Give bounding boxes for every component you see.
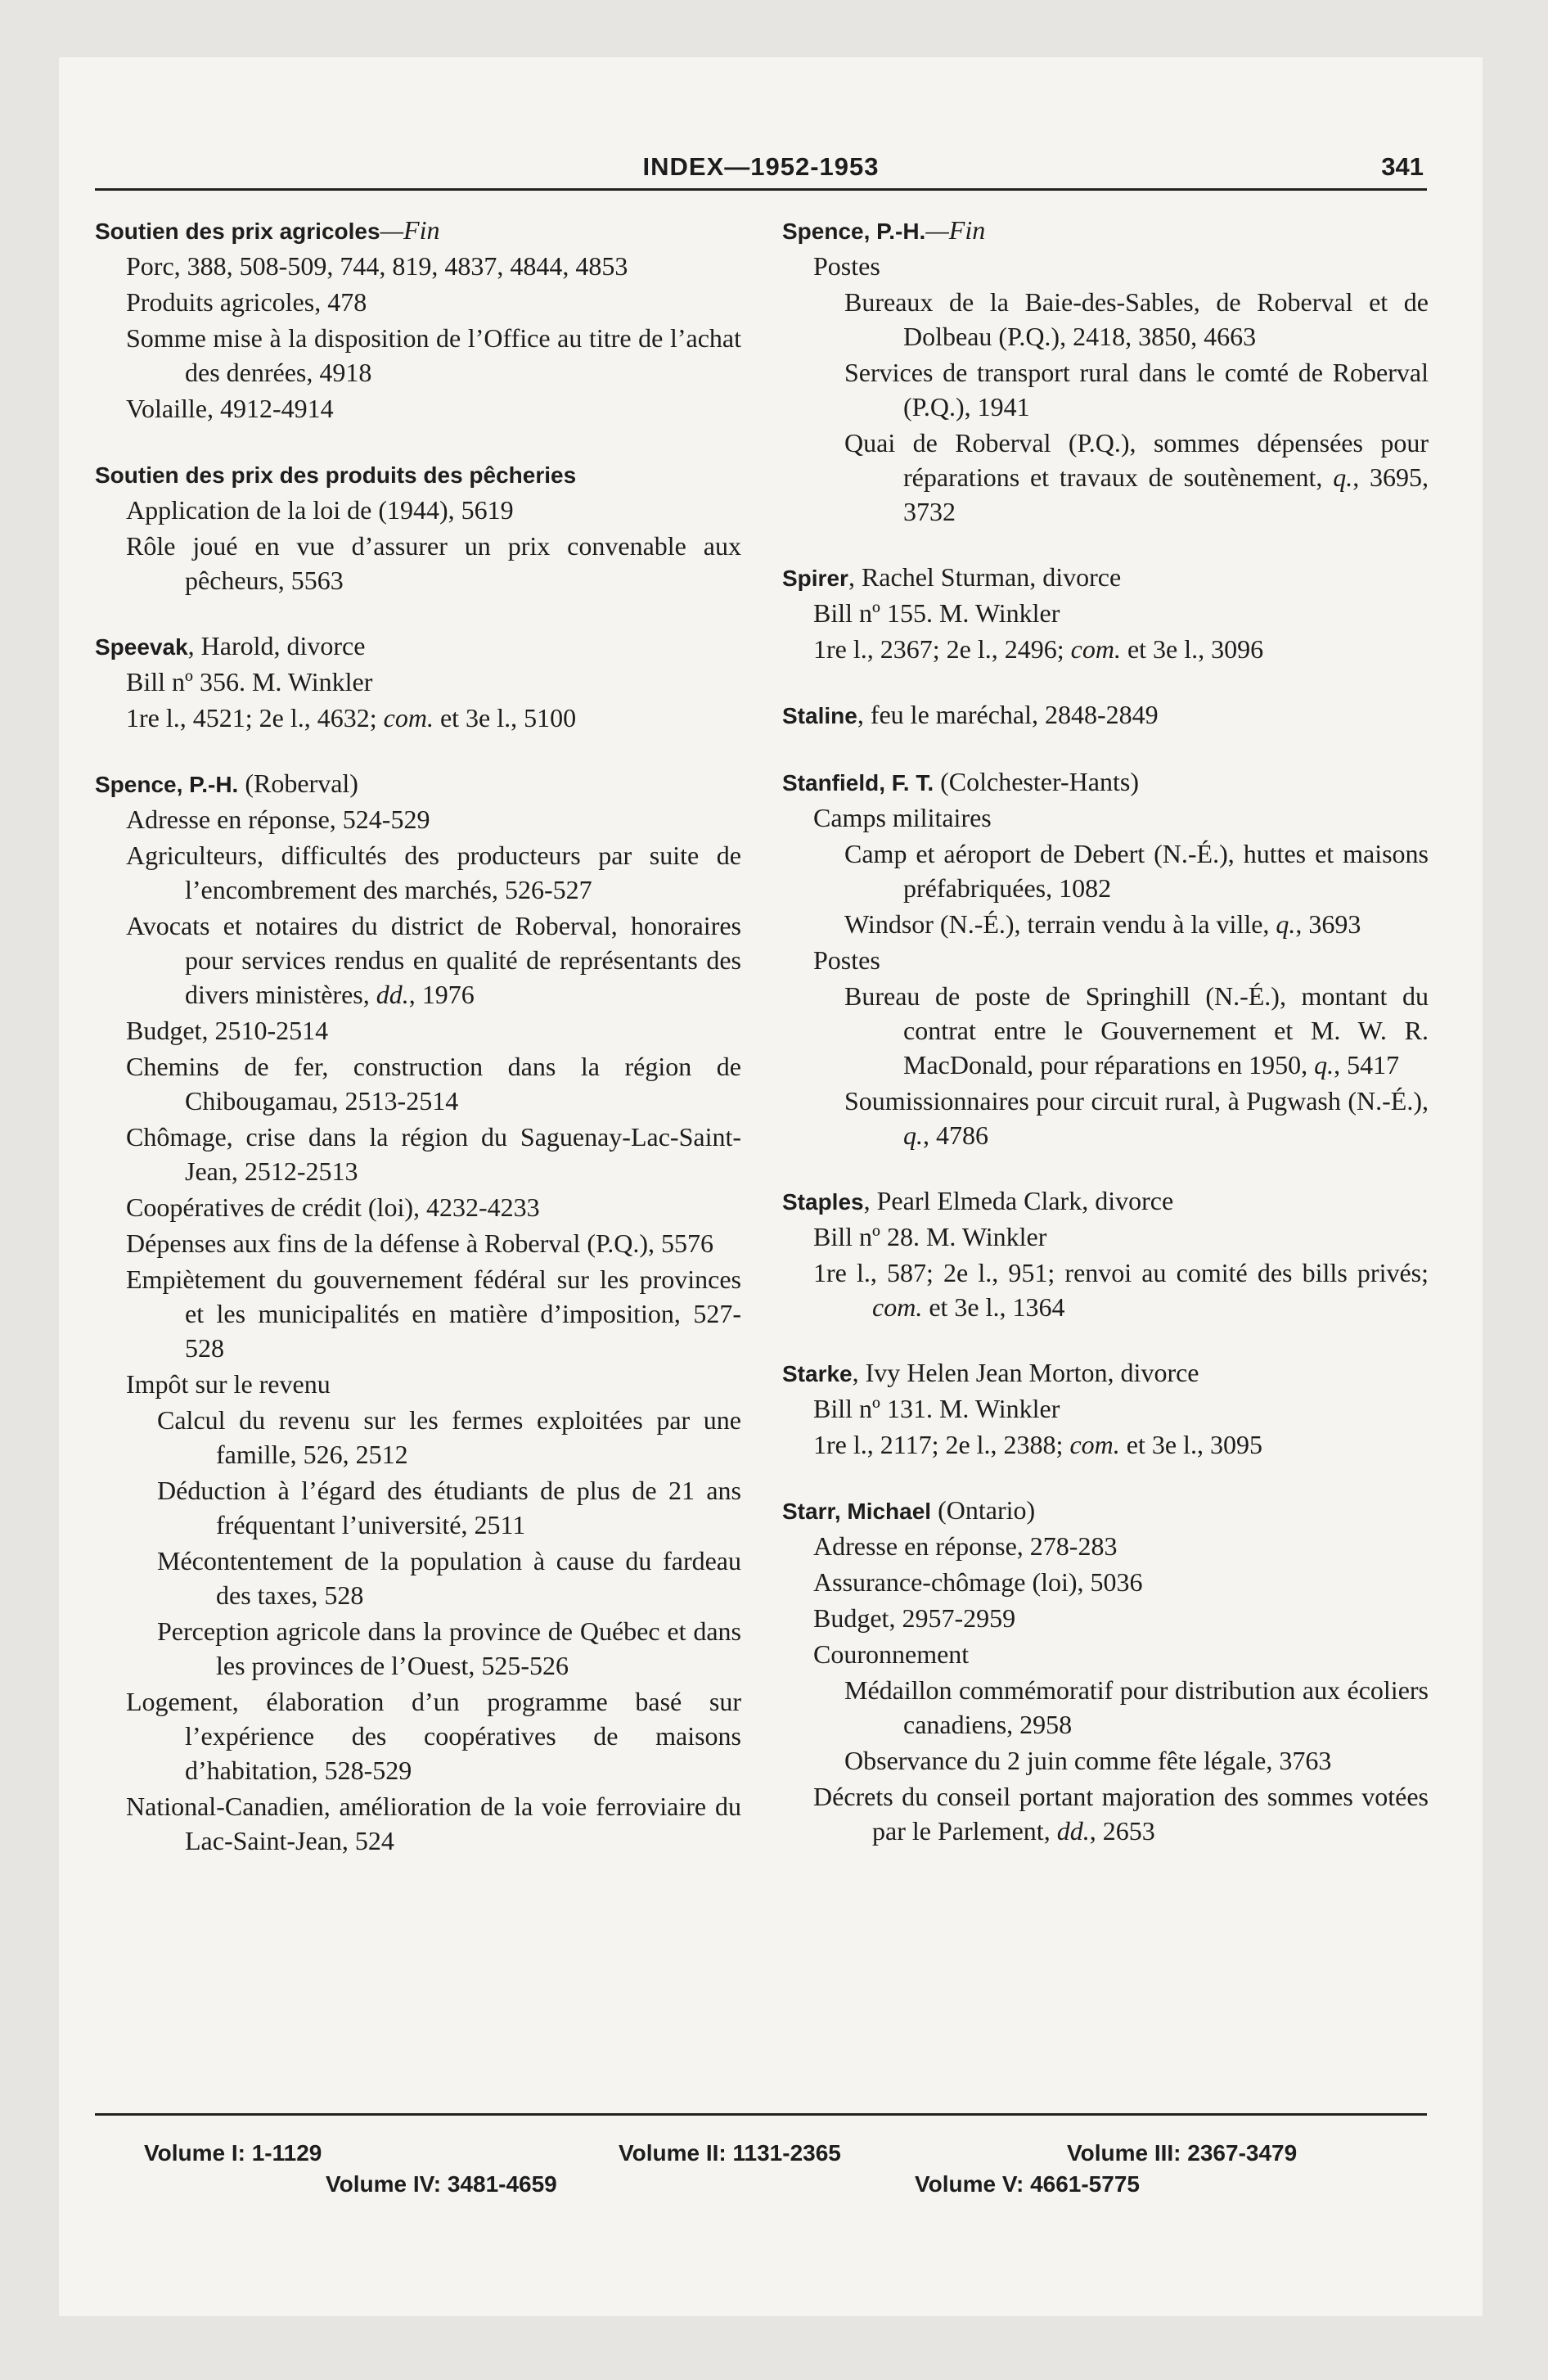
index-subentry: Déduction à l’égard des étudiants de plus de 21 ans fréquentant l’université, 2511: [157, 1476, 741, 1539]
index-entry: Adresse en réponse, 524-529: [126, 805, 430, 834]
index-entry: Volaille, 4912-4914: [126, 394, 334, 423]
index-subentry: Bureau de poste de Springhill (N.-É.), montant du contrat entre le Gouvernement et M. W. R. MacDonald, pour réparations en 1950, q., 5417: [844, 981, 1429, 1080]
footer-volume-4: Volume IV: 3481-4659: [326, 2171, 557, 2197]
index-subentry: Perception agricole dans la province de Québec et dans les provinces de l’Ouest, 525-526: [157, 1616, 741, 1680]
headword-name: Spirer: [782, 566, 848, 591]
index-entry: Couronnement: [813, 1639, 970, 1669]
index-headword: [782, 1355, 1429, 1391]
footer-volume-3: Volume III: 2367-3479: [1067, 2140, 1298, 2166]
index-entry: 1re l., 587; 2e l., 951; renvoi au comité des bills privés; com. et 3e l., 1364: [813, 1258, 1429, 1322]
index-entry: Assurance-chômage (loi), 5036: [813, 1567, 1143, 1597]
index-entry: Logement, élaboration d’un programme basé sur l’expérience des coopératives de maisons d’habitation, 528-529: [126, 1687, 741, 1785]
index-entry: Budget, 2510-2514: [126, 1016, 329, 1045]
index-heading-block: [782, 560, 1429, 666]
index-entry: Porc, 388, 508-509, 744, 819, 4837, 4844, 4853: [126, 251, 628, 281]
index-entry: Rôle joué en vue d’assurer un prix convenable aux pêcheurs, 5563: [126, 531, 741, 595]
index-headword: [782, 560, 1429, 596]
headword-name: Starr, Michael: [782, 1499, 932, 1524]
index-entry: Camps militaires: [813, 803, 992, 832]
headword-name: Starke: [782, 1361, 853, 1386]
index-headword: [95, 629, 741, 665]
headword-name: Soutien des prix agricoles: [95, 219, 380, 244]
index-subentry: Windsor (N.-É.), terrain vendu à la ville, q., 3693: [844, 909, 1361, 939]
index-heading-block: [782, 213, 1429, 529]
volume-footer: [95, 2113, 1427, 2202]
headword-name: Staline: [782, 703, 857, 728]
index-entry: Produits agricoles, 478: [126, 287, 367, 317]
headword-name: Speevak: [95, 634, 188, 660]
index-column-left: [95, 213, 741, 1889]
headword-qualifier: —Fin: [925, 215, 986, 245]
index-heading-block: [95, 213, 741, 426]
headword-qualifier: (Roberval): [238, 769, 358, 798]
index-heading-block: [782, 1355, 1429, 1462]
index-subentry: Quai de Roberval (P.Q.), sommes dépensées pour réparations et travaux de soutènement, q., 3695, 3732: [844, 428, 1429, 526]
index-entry: Dépenses aux fins de la défense à Roberval (P.Q.), 5576: [126, 1228, 714, 1258]
headword-name: Soutien des prix des produits des pêcheries: [95, 462, 577, 488]
headword-qualifier: , Pearl Elmeda Clark, divorce: [863, 1186, 1174, 1215]
headword-name: Stanfield, F. T.: [782, 770, 934, 796]
page-number: 341: [1381, 152, 1424, 181]
index-headword: [95, 213, 741, 249]
header-title: INDEX—1952-1953: [642, 152, 880, 181]
index-entry: 1re l., 2117; 2e l., 2388; com. et 3e l., 3095: [813, 1430, 1262, 1459]
index-entry: Postes: [813, 945, 880, 975]
index-entry: Avocats et notaires du district de Roberval, honoraires pour services rendus en qualité de représentants des divers ministères, dd., 1976: [126, 911, 741, 1009]
index-subentry: Camp et aéroport de Debert (N.-É.), huttes et maisons préfabriquées, 1082: [844, 839, 1429, 903]
headword-qualifier: , Harold, divorce: [187, 631, 366, 660]
headword-name: Spence, P.-H.: [782, 219, 926, 244]
index-headword: [782, 1183, 1429, 1219]
index-subentry: Médaillon commémoratif pour distribution aux écoliers canadiens, 2958: [844, 1675, 1429, 1739]
index-entry: Chômage, crise dans la région du Saguenay-Lac-Saint-Jean, 2512-2513: [126, 1122, 741, 1186]
index-heading-block: [782, 697, 1429, 733]
index-entry: Bill nº 131. M. Winkler: [813, 1394, 1060, 1423]
index-heading-block: [95, 457, 741, 597]
index-entry: 1re l., 2367; 2e l., 2496; com. et 3e l., 3096: [813, 634, 1264, 664]
headword-qualifier: , Rachel Sturman, divorce: [848, 562, 1122, 592]
index-heading-block: [782, 1493, 1429, 1848]
index-entry: Somme mise à la disposition de l’Office au titre de l’achat des denrées, 4918: [126, 323, 741, 387]
index-entry: Chemins de fer, construction dans la région de Chibougamau, 2513-2514: [126, 1052, 741, 1116]
headword-qualifier: —Fin: [380, 215, 440, 245]
index-heading-block: [782, 764, 1429, 1152]
index-heading-block: [782, 1183, 1429, 1324]
index-headword: [95, 766, 741, 802]
headword-name: Spence, P.-H.: [95, 772, 239, 797]
index-entry: Bill nº 28. M. Winkler: [813, 1222, 1047, 1251]
index-entry: Bill nº 155. M. Winkler: [813, 598, 1060, 628]
index-entry: Budget, 2957-2959: [813, 1603, 1016, 1633]
footer-volume-1: Volume I: 1-1129: [144, 2140, 322, 2166]
index-entry: Postes: [813, 251, 880, 281]
index-column-right: [782, 213, 1429, 1879]
headword-qualifier: (Ontario): [931, 1495, 1036, 1525]
index-entry: Adresse en réponse, 278-283: [813, 1531, 1118, 1561]
index-entry: National-Canadien, amélioration de la voie ferroviaire du Lac-Saint-Jean, 524: [126, 1792, 741, 1855]
index-subentry: Calcul du revenu sur les fermes exploitées par une famille, 526, 2512: [157, 1405, 741, 1469]
headword-qualifier: , feu le maréchal, 2848-2849: [857, 700, 1159, 729]
index-subentry: Bureaux de la Baie-des-Sables, de Roberval et de Dolbeau (P.Q.), 2418, 3850, 4663: [844, 287, 1429, 351]
index-entry: 1re l., 4521; 2e l., 4632; com. et 3e l., 5100: [126, 703, 577, 732]
index-headword: [782, 1493, 1429, 1529]
footer-volume-5: Volume V: 4661-5775: [915, 2171, 1140, 2197]
headword-qualifier: (Colchester-Hants): [934, 767, 1139, 796]
index-entry: Décrets du conseil portant majoration des sommes votées par le Parlement, dd., 2653: [813, 1782, 1429, 1846]
index-heading-block: [95, 629, 741, 735]
index-entry: Empiètement du gouvernement fédéral sur les provinces et les municipalités en matière d’imposition, 527-528: [126, 1264, 741, 1363]
index-headword: [782, 213, 1429, 249]
index-headword: [95, 457, 741, 493]
index-entry: Application de la loi de (1944), 5619: [126, 495, 514, 525]
index-subentry: Mécontentement de la population à cause du fardeau des taxes, 528: [157, 1546, 741, 1610]
index-subentry: Services de transport rural dans le comté de Roberval (P.Q.), 1941: [844, 358, 1429, 421]
headword-qualifier: , Ivy Helen Jean Morton, divorce: [852, 1358, 1199, 1387]
index-heading-block: [95, 766, 741, 1858]
page-header: [95, 147, 1427, 191]
index-entry: Coopératives de crédit (loi), 4232-4233: [126, 1192, 540, 1222]
index-headword: [782, 697, 1429, 733]
index-subentry: Soumissionnaires pour circuit rural, à Pugwash (N.-É.), q., 4786: [844, 1086, 1429, 1150]
index-entry: Impôt sur le revenu: [126, 1369, 331, 1399]
index-headword: [782, 764, 1429, 800]
footer-volume-2: Volume II: 1131-2365: [619, 2140, 841, 2166]
index-entry: Bill nº 356. M. Winkler: [126, 667, 373, 696]
headword-name: Staples: [782, 1189, 864, 1215]
index-entry: Agriculteurs, difficultés des producteurs par suite de l’encombrement des marchés, 526-527: [126, 841, 741, 904]
index-subentry: Observance du 2 juin comme fête légale, 3763: [844, 1746, 1332, 1775]
